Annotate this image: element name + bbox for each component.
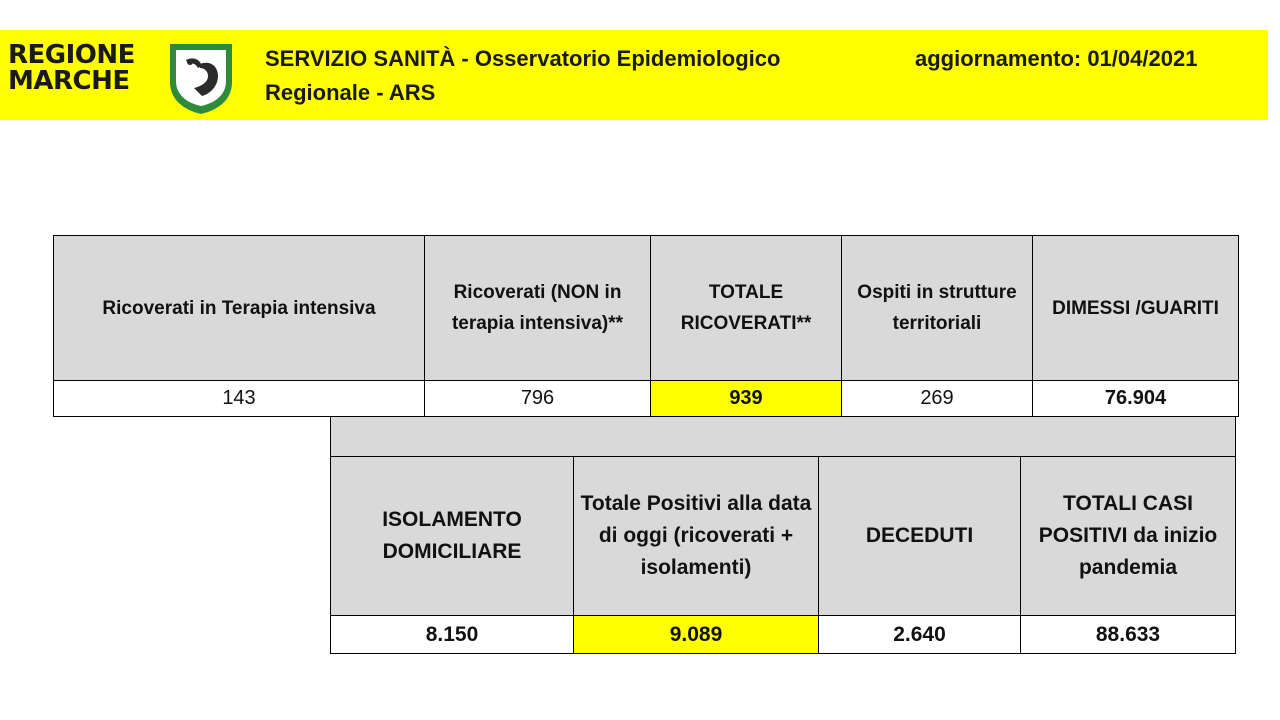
table-spacer-row <box>331 417 1236 457</box>
logo-line-2: MARCHE <box>8 66 130 96</box>
value-terapia-intensiva: 143 <box>54 381 425 417</box>
value-isolamento: 8.150 <box>331 616 574 654</box>
table-value-row <box>54 381 1239 417</box>
title-line-1: SERVIZIO SANITÀ - Osservatorio Epidemiologico <box>265 46 781 71</box>
header-dimessi-guariti: DIMESSI /GUARITI <box>1033 236 1239 381</box>
value-deceduti: 2.640 <box>819 616 1021 654</box>
header-terapia-intensiva: Ricoverati in Terapia intensiva <box>54 236 425 381</box>
header-isolamento: ISOLAMENTO DOMICILIARE <box>331 457 574 616</box>
table-header-row <box>54 236 1239 381</box>
regione-marche-logo <box>8 42 238 116</box>
value-dimessi-guariti: 76.904 <box>1033 381 1239 417</box>
table-header-row <box>331 457 1236 616</box>
value-ospiti-strutture: 269 <box>842 381 1033 417</box>
value-totale-positivi: 9.089 <box>574 616 819 654</box>
header-ospiti-strutture: Ospiti in strutture territoriali <box>842 236 1033 381</box>
value-totale-ricoverati: 939 <box>651 381 842 417</box>
table-value-row <box>331 616 1236 654</box>
value-totali-casi: 88.633 <box>1021 616 1236 654</box>
header-totali-casi: TOTALI CASI POSITIVI da inizio pandemia <box>1021 457 1236 616</box>
value-ricoverati-non-ti: 796 <box>425 381 651 417</box>
header-totale-ricoverati: TOTALE RICOVERATI** <box>651 236 842 381</box>
hospital-summary-table <box>53 235 1239 417</box>
logo-line-1: REGIONE <box>8 40 135 70</box>
page-title <box>265 42 885 110</box>
update-date: aggiornamento: 01/04/2021 <box>915 46 1198 71</box>
positives-summary-table <box>330 416 1236 654</box>
header-banner <box>0 30 1268 120</box>
header-deceduti: DECEDUTI <box>819 457 1021 616</box>
header-totale-positivi: Totale Positivi alla data di oggi (ricoverati + isolamenti) <box>574 457 819 616</box>
regione-marche-emblem-icon <box>164 38 238 116</box>
title-line-2: Regionale - ARS <box>265 80 436 105</box>
header-ricoverati-non-ti: Ricoverati (NON in terapia intensiva)** <box>425 236 651 381</box>
spacer-cell <box>331 417 1236 457</box>
logo-wordmark <box>8 42 164 94</box>
